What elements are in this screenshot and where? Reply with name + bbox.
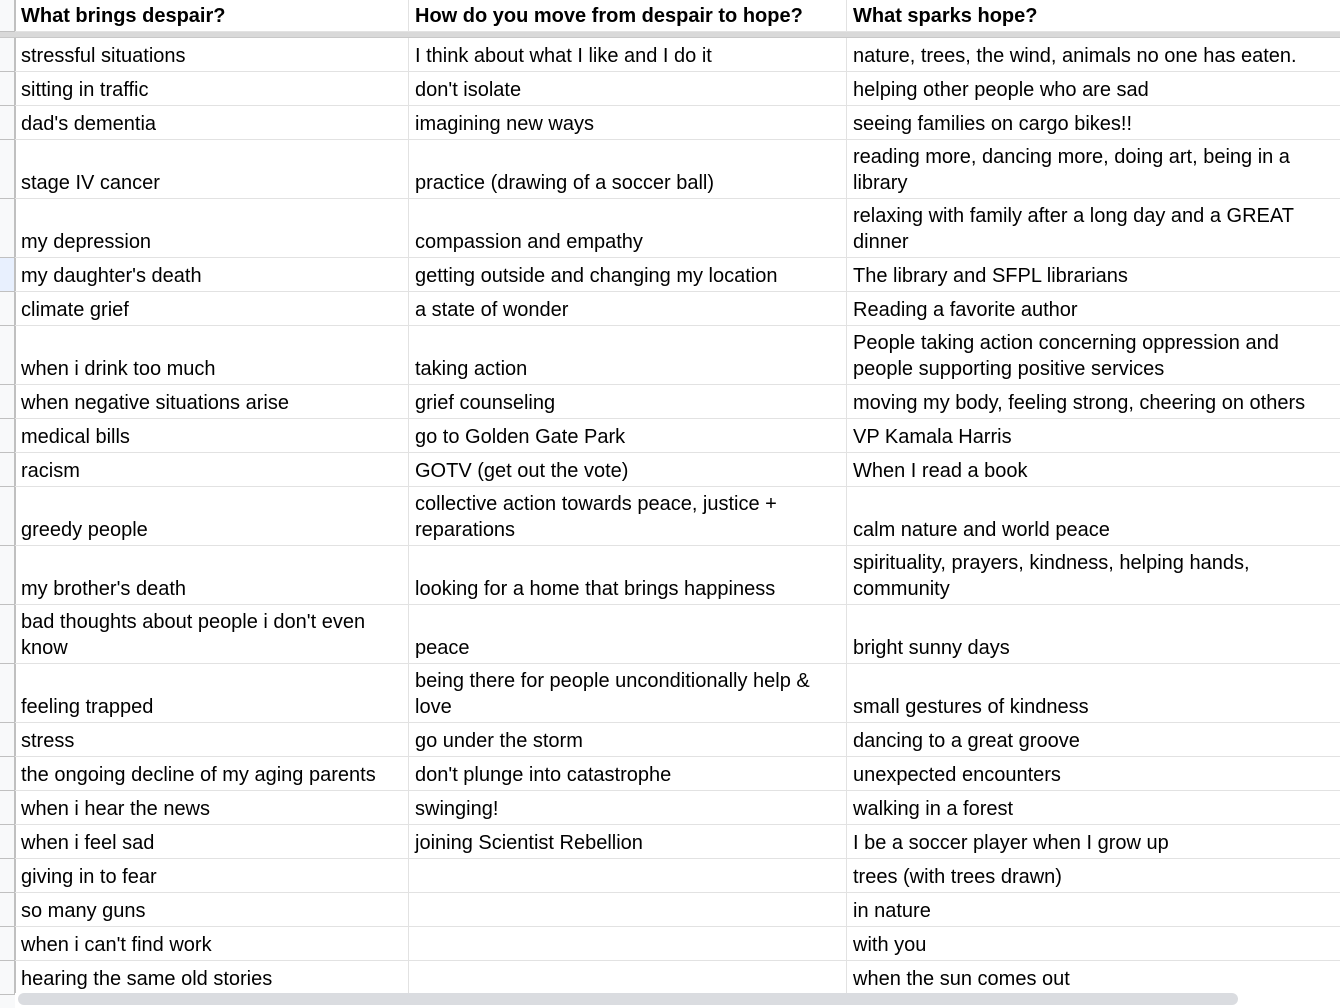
cell-text: GOTV (get out the vote) xyxy=(415,460,629,482)
row-header[interactable] xyxy=(0,791,15,825)
cell-move[interactable] xyxy=(409,927,847,961)
cell-text: imagining new ways xyxy=(415,113,594,135)
cell-text: walking in a forest xyxy=(853,798,1014,820)
cell-move[interactable] xyxy=(409,859,847,893)
table-row xyxy=(0,825,1340,859)
cell-text: spirituality, prayers, kindness, helping hands, community xyxy=(853,552,1250,600)
cell-despair[interactable] xyxy=(15,664,409,723)
cell-text: when i feel sad xyxy=(21,832,155,854)
cell-text: with you xyxy=(853,934,927,956)
cell-hope[interactable] xyxy=(847,140,1340,199)
cell-text: giving in to fear xyxy=(21,866,157,888)
table-row xyxy=(0,453,1340,487)
row-header[interactable] xyxy=(0,258,15,292)
cell-text: joining Scientist Rebellion xyxy=(415,832,643,854)
cell-text: feeling trapped xyxy=(21,696,154,718)
cell-hope[interactable] xyxy=(847,893,1340,927)
cell-move[interactable] xyxy=(409,258,847,292)
cell-text: so many guns xyxy=(21,900,146,922)
cell-hope[interactable] xyxy=(847,419,1340,453)
cell-text: reading more, dancing more, doing art, being in a library xyxy=(853,146,1290,194)
row-header[interactable] xyxy=(0,487,15,546)
row-header[interactable] xyxy=(0,326,15,385)
cell-despair[interactable] xyxy=(15,326,409,385)
cell-text: my daughter's death xyxy=(21,265,202,287)
cell-text: don't plunge into catastrophe xyxy=(415,764,672,786)
row-header[interactable] xyxy=(0,546,15,605)
table-row xyxy=(0,791,1340,825)
cell-move[interactable] xyxy=(409,385,847,419)
cell-text: go under the storm xyxy=(415,730,583,752)
cell-move[interactable] xyxy=(409,292,847,326)
table-row xyxy=(0,38,1340,72)
cell-text: grief counseling xyxy=(415,392,556,414)
cell-text: trees (with trees drawn) xyxy=(853,866,1062,888)
row-header[interactable] xyxy=(0,723,15,757)
table-row xyxy=(0,546,1340,605)
cell-despair[interactable] xyxy=(15,893,409,927)
cell-hope[interactable] xyxy=(847,859,1340,893)
row-header[interactable] xyxy=(0,893,15,927)
cell-move[interactable] xyxy=(409,72,847,106)
row-header[interactable] xyxy=(0,0,15,32)
table-row xyxy=(0,961,1340,995)
cell-move[interactable] xyxy=(409,664,847,723)
cell-text: medical bills xyxy=(21,426,130,448)
cell-text: nature, trees, the wind, animals no one has eaten. xyxy=(853,45,1297,67)
table-row xyxy=(0,419,1340,453)
cell-despair[interactable] xyxy=(15,72,409,106)
row-header[interactable] xyxy=(0,72,15,106)
cell-text: stage IV cancer xyxy=(21,172,160,194)
cell-text: relaxing with family after a long day and a GREAT dinner xyxy=(853,205,1294,253)
cell-hope[interactable] xyxy=(847,487,1340,546)
cell-hope[interactable] xyxy=(847,385,1340,419)
cell-text: when i drink too much xyxy=(21,358,216,380)
table-row xyxy=(0,72,1340,106)
table-row xyxy=(0,893,1340,927)
cell-hope[interactable] xyxy=(847,605,1340,664)
row-header[interactable] xyxy=(0,961,15,995)
row-header[interactable] xyxy=(0,453,15,487)
cell-text: dancing to a great groove xyxy=(853,730,1080,752)
cell-text: don't isolate xyxy=(415,79,522,101)
cell-text: when i hear the news xyxy=(21,798,211,820)
table-row xyxy=(0,927,1340,961)
cell-move[interactable] xyxy=(409,106,847,140)
cell-hope[interactable] xyxy=(847,72,1340,106)
cell-despair[interactable] xyxy=(15,927,409,961)
cell-move[interactable] xyxy=(409,199,847,258)
cell-despair[interactable] xyxy=(15,258,409,292)
cell-despair[interactable] xyxy=(15,140,409,199)
cell-move[interactable] xyxy=(409,140,847,199)
column-header-hope[interactable]: What sparks hope? xyxy=(847,0,1340,32)
table-row xyxy=(0,723,1340,757)
row-header[interactable] xyxy=(0,927,15,961)
table-row xyxy=(0,487,1340,546)
cell-move[interactable] xyxy=(409,546,847,605)
table-row xyxy=(0,757,1340,791)
cell-text: When I read a book xyxy=(853,460,1028,482)
cell-hope[interactable] xyxy=(847,326,1340,385)
cell-despair[interactable] xyxy=(15,791,409,825)
cell-text: unexpected encounters xyxy=(853,764,1061,786)
cell-hope[interactable] xyxy=(847,199,1340,258)
column-header-move[interactable]: How do you move from despair to hope? xyxy=(409,0,847,32)
row-header[interactable] xyxy=(0,605,15,664)
cell-move[interactable] xyxy=(409,723,847,757)
cell-text: hearing the same old stories xyxy=(21,968,273,990)
cell-text: I be a soccer player when I grow up xyxy=(853,832,1169,854)
cell-move[interactable] xyxy=(409,487,847,546)
cell-move[interactable] xyxy=(409,38,847,72)
cell-text: small gestures of kindness xyxy=(853,696,1089,718)
column-header-despair[interactable]: What brings despair? xyxy=(15,0,409,32)
cell-despair[interactable] xyxy=(15,825,409,859)
cell-text: greedy people xyxy=(21,519,148,541)
cell-text: the ongoing decline of my aging parents xyxy=(21,764,376,786)
cell-text: being there for people unconditionally help & love xyxy=(415,670,810,718)
cell-despair[interactable] xyxy=(15,292,409,326)
cell-text: People taking action concerning oppression and people supporting positive services xyxy=(853,332,1279,380)
row-header[interactable] xyxy=(0,292,15,326)
cell-despair[interactable] xyxy=(15,757,409,791)
cell-text: practice (drawing of a soccer ball) xyxy=(415,172,715,194)
cell-move[interactable] xyxy=(409,605,847,664)
cell-move[interactable] xyxy=(409,326,847,385)
table-row xyxy=(0,140,1340,199)
cell-text: in nature xyxy=(853,900,931,922)
cell-text: racism xyxy=(21,460,80,482)
cell-move[interactable] xyxy=(409,961,847,995)
cell-hope[interactable] xyxy=(847,546,1340,605)
cell-hope[interactable] xyxy=(847,961,1340,995)
row-header[interactable] xyxy=(0,419,15,453)
cell-text: sitting in traffic xyxy=(21,79,149,101)
cell-text: go to Golden Gate Park xyxy=(415,426,626,448)
row-header[interactable] xyxy=(0,385,15,419)
cell-hope[interactable] xyxy=(847,38,1340,72)
cell-move[interactable] xyxy=(409,757,847,791)
cell-despair[interactable] xyxy=(15,199,409,258)
cell-move[interactable] xyxy=(409,893,847,927)
cell-despair[interactable] xyxy=(15,487,409,546)
cell-despair[interactable] xyxy=(15,106,409,140)
cell-text: looking for a home that brings happiness xyxy=(415,578,776,600)
cell-text: when negative situations arise xyxy=(21,392,289,414)
cell-text: peace xyxy=(415,637,470,659)
cell-text: climate grief xyxy=(21,299,129,321)
table-row xyxy=(0,664,1340,723)
cell-hope[interactable] xyxy=(847,927,1340,961)
cell-hope[interactable] xyxy=(847,791,1340,825)
cell-despair[interactable] xyxy=(15,453,409,487)
cell-move[interactable] xyxy=(409,419,847,453)
horizontal-scrollbar-thumb[interactable] xyxy=(18,993,1238,1005)
table-row xyxy=(0,605,1340,664)
cell-text: bright sunny days xyxy=(853,637,1010,659)
cell-text: The library and SFPL librarians xyxy=(853,265,1128,287)
cell-text: my brother's death xyxy=(21,578,187,600)
row-header[interactable] xyxy=(0,825,15,859)
table-row xyxy=(0,199,1340,258)
cell-move[interactable] xyxy=(409,791,847,825)
row-header[interactable] xyxy=(0,140,15,199)
cell-text: stressful situations xyxy=(21,45,186,67)
cell-hope[interactable] xyxy=(847,723,1340,757)
cell-text: moving my body, feeling strong, cheering on others xyxy=(853,392,1306,414)
cell-hope[interactable] xyxy=(847,664,1340,723)
cell-despair[interactable] xyxy=(15,961,409,995)
table-row xyxy=(0,292,1340,326)
cell-move[interactable] xyxy=(409,453,847,487)
header-row xyxy=(0,0,1340,32)
row-header[interactable] xyxy=(0,859,15,893)
cell-text: calm nature and world peace xyxy=(853,519,1110,541)
table-row xyxy=(0,106,1340,140)
cell-text: seeing families on cargo bikes!! xyxy=(853,113,1133,135)
cell-hope[interactable] xyxy=(847,757,1340,791)
cell-text: VP Kamala Harris xyxy=(853,426,1012,448)
cell-text: helping other people who are sad xyxy=(853,79,1149,101)
cell-text: bad thoughts about people i don't even know xyxy=(21,611,366,659)
cell-despair[interactable] xyxy=(15,723,409,757)
cell-hope[interactable] xyxy=(847,292,1340,326)
cell-text: dad's dementia xyxy=(21,113,157,135)
cell-move[interactable] xyxy=(409,825,847,859)
cell-despair[interactable] xyxy=(15,38,409,72)
cell-despair[interactable] xyxy=(15,385,409,419)
row-header[interactable] xyxy=(0,106,15,140)
table-row xyxy=(0,326,1340,385)
cell-text: my depression xyxy=(21,231,152,253)
row-header[interactable] xyxy=(0,664,15,723)
cell-text: Reading a favorite author xyxy=(853,299,1078,321)
cell-despair[interactable] xyxy=(15,605,409,664)
cell-hope[interactable] xyxy=(847,453,1340,487)
cell-text: when i can't find work xyxy=(21,934,212,956)
cell-hope[interactable] xyxy=(847,106,1340,140)
row-header[interactable] xyxy=(0,757,15,791)
table-row xyxy=(0,859,1340,893)
cell-hope[interactable] xyxy=(847,258,1340,292)
row-header[interactable] xyxy=(0,38,15,72)
cell-hope[interactable] xyxy=(847,825,1340,859)
cell-text: when the sun comes out xyxy=(853,968,1070,990)
row-header[interactable] xyxy=(0,199,15,258)
cell-text: stress xyxy=(21,730,75,752)
cell-text: getting outside and changing my location xyxy=(415,265,778,287)
table-row xyxy=(0,258,1340,292)
cell-text: compassion and empathy xyxy=(415,231,643,253)
cell-text: collective action towards peace, justice + reparations xyxy=(415,493,777,541)
cell-text: swinging! xyxy=(415,798,499,820)
cell-text: taking action xyxy=(415,358,528,380)
cell-despair[interactable] xyxy=(15,546,409,605)
cell-despair[interactable] xyxy=(15,859,409,893)
table-row xyxy=(0,385,1340,419)
cell-despair[interactable] xyxy=(15,419,409,453)
cell-text: a state of wonder xyxy=(415,299,569,321)
cell-text: I think about what I like and I do it xyxy=(415,45,712,67)
